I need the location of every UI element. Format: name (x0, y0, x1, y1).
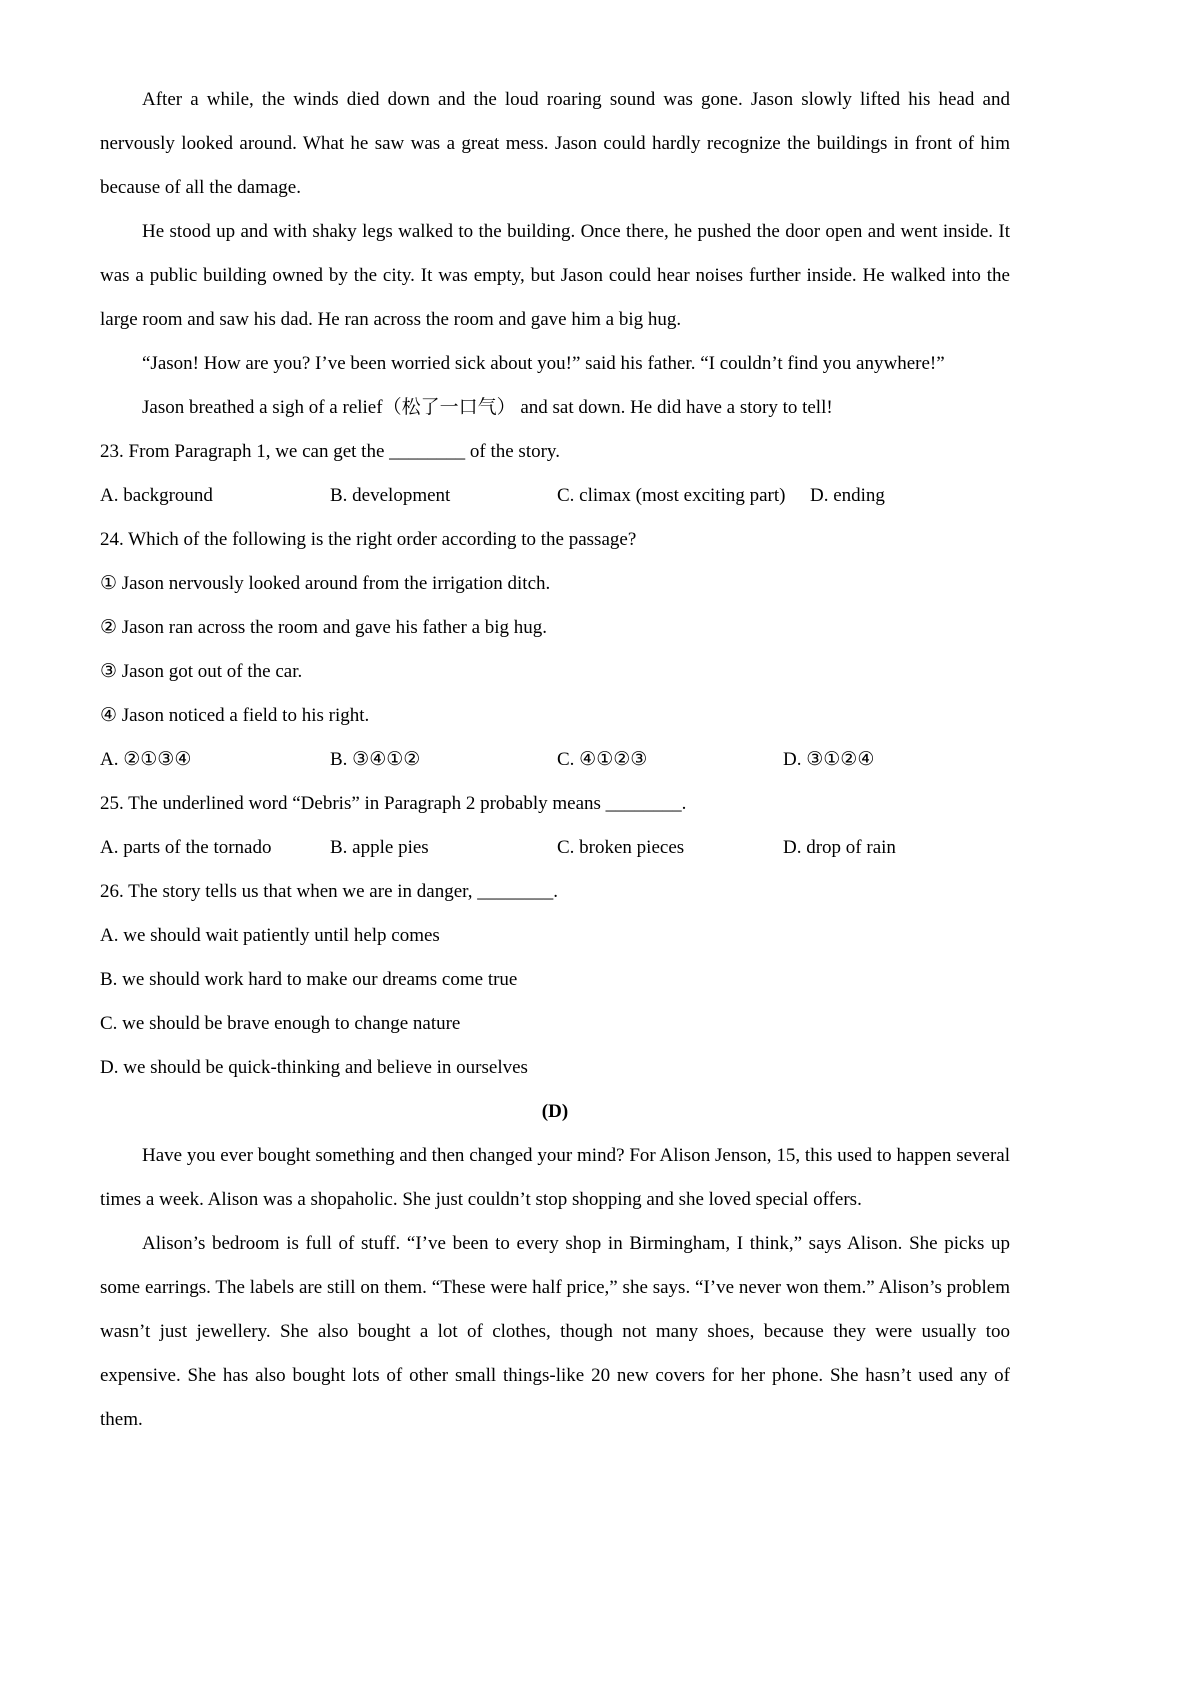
question-23-options (100, 474, 1010, 518)
question-24-item-3: ③ Jason got out of the car. (100, 661, 303, 682)
question-24-item-2: ② Jason ran across the room and gave his father a big hug. (100, 617, 548, 638)
question-23-option-c: C. climax (most exciting part) (557, 485, 786, 506)
question-24-options (100, 738, 1010, 782)
section-d-heading: (D) (541, 1101, 569, 1122)
question-23-option-d: D. ending (810, 485, 885, 506)
passage-d-paragraph-1: Have you ever bought something and then changed your mind? For Alison Jenson, 15, this used to happen several times a week. Alison was a shopaholic. She just couldn’t stop shopping and she loved special offers. (100, 1145, 1010, 1210)
question-24-option-b: B. ③④①② (330, 749, 421, 770)
question-24-option-c: C. ④①②③ (557, 749, 648, 770)
question-25-option-c: C. broken pieces (557, 837, 685, 858)
question-24-item-1: ① Jason nervously looked around from the irrigation ditch. (100, 573, 551, 594)
passage-c-paragraph-1: After a while, the winds died down and the loud roaring sound was gone. Jason slowly lifted his head and nervously looked around. What he saw was a great mess. Jason could hardly recognize the buildings in front of him because of all the damage. (100, 89, 1010, 198)
passage-c-paragraph-3: “Jason! How are you? I’ve been worried sick about you!” said his father. “I couldn’t find you anywhere!” (142, 353, 945, 374)
question-26-option-a: A. we should wait patiently until help comes (100, 925, 440, 946)
question-24-stem: 24. Which of the following is the right order according to the passage? (100, 529, 637, 550)
question-26-option-b: B. we should work hard to make our dreams come true (100, 969, 518, 990)
question-25-option-a: A. parts of the tornado (100, 837, 272, 858)
question-23-stem: 23. From Paragraph 1, we can get the ________ of the story. (100, 441, 560, 462)
question-24-option-a: A. ②①③④ (100, 749, 192, 770)
question-25-option-b: B. apple pies (330, 837, 429, 858)
question-24-item-4: ④ Jason noticed a field to his right. (100, 705, 370, 726)
passage-d-paragraph-2: Alison’s bedroom is full of stuff. “I’ve been to every shop in Birmingham, I think,” says Alison. She picks up some earrings. The labels are still on them. “These were half price,” she says. “I’ve never won them.” Alison’s problem wasn’t just jewellery. She also bought a lot of clothes, though not many shoes, because they were usually too expensive. She has also bought lots of other small things-like 20 new covers for her phone. She hasn’t used any of them. (100, 1233, 1010, 1430)
question-25-stem: 25. The underlined word “Debris” in Paragraph 2 probably means ________. (100, 793, 687, 814)
question-24-option-d: D. ③①②④ (783, 749, 875, 770)
question-23-option-b: B. development (330, 485, 451, 506)
passage-c-paragraph-4: Jason breathed a sigh of a relief（松了一口气） and sat down. He did have a story to tell! (142, 397, 833, 418)
question-25-options (100, 826, 1010, 870)
question-26-stem: 26. The story tells us that when we are in danger, ________. (100, 881, 558, 902)
question-26-option-d: D. we should be quick-thinking and believe in ourselves (100, 1057, 528, 1078)
passage-c-paragraph-2: He stood up and with shaky legs walked to the building. Once there, he pushed the door open and went inside. It was a public building owned by the city. It was empty, but Jason could hear noises further inside. He walked into the large room and saw his dad. He ran across the room and gave him a big hug. (100, 221, 1010, 330)
question-23-option-a: A. background (100, 485, 213, 506)
question-25-option-d: D. drop of rain (783, 837, 896, 858)
question-26-option-c: C. we should be brave enough to change nature (100, 1013, 461, 1034)
